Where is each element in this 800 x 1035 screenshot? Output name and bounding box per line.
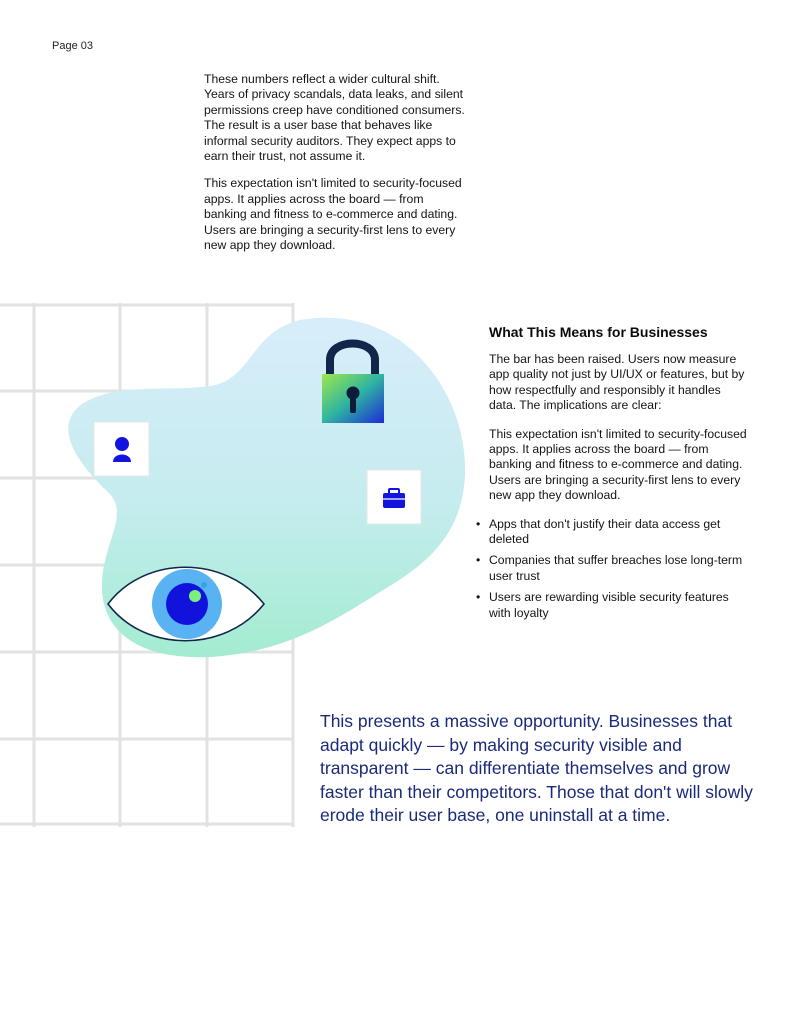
list-item: • Users are rewarding visible security features with loyalty — [489, 590, 751, 621]
list-item: • Apps that don't justify their data access get deleted — [489, 517, 751, 548]
list-item: • Companies that suffer breaches lose long-term user trust — [489, 553, 751, 584]
security-illustration — [0, 300, 480, 680]
implications-list — [489, 517, 751, 621]
briefcase-icon — [367, 470, 421, 524]
intro-paragraph: This expectation isn't limited to security-focused apps. It applies across the board — from banking and fitness to e-commerce and dating. Users are bringing a security-first lens to every new app they download. — [204, 176, 462, 253]
closing-statement: This presents a massive opportunity. Businesses that adapt quickly — by making security visible and transparent — can differentiate themselves and grow faster than their competitors. Those that don't will slowly erode their user base, one uninstall at a time. — [320, 711, 753, 826]
page-number: Page 03 — [52, 40, 93, 52]
intro-text — [204, 72, 466, 265]
businesses-section — [489, 324, 751, 627]
section-heading: What This Means for Businesses — [489, 324, 708, 340]
section-paragraph: The bar has been raised. Users now measure app quality not just by UI/UX or features, but by how respectfully and responsibly it handles data. The implications are clear: — [489, 352, 745, 413]
intro-paragraph: These numbers reflect a wider cultural shift. Years of privacy scandals, data leaks, and silent permissions creep have conditioned consumers. The result is a user base that behaves like informal security auditors. They expect apps to earn their trust, not assume it. — [204, 72, 465, 164]
section-paragraph: This expectation isn't limited to security-focused apps. It applies across the board — from banking and fitness to e-commerce and dating. Users are bringing a security-first lens to every new app they download. — [489, 426, 747, 503]
user-icon — [94, 422, 149, 476]
